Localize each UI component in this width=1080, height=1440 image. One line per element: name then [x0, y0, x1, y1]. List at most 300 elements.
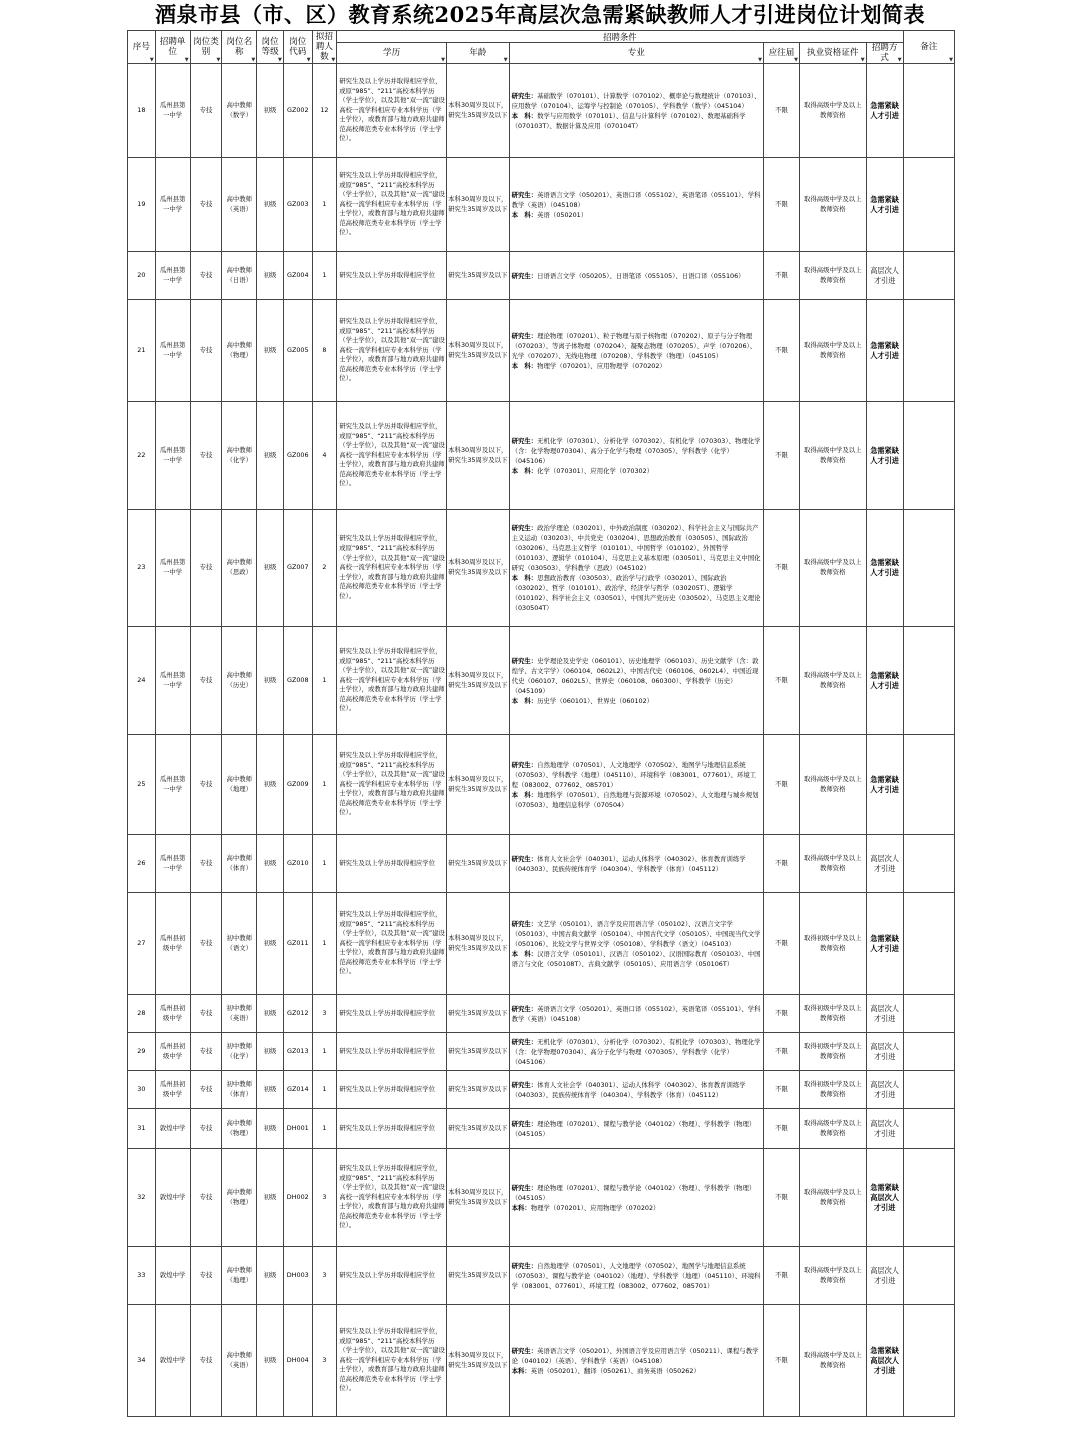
cell-unit[interactable]: 瓜州县第一中学 [155, 627, 190, 735]
cell-major[interactable] [509, 158, 763, 252]
cell-remark[interactable] [903, 735, 954, 835]
filter-dropdown-icon[interactable]: ▼ [278, 57, 282, 63]
major-degree-label: 本 科： [511, 790, 538, 799]
header-mode[interactable] [866, 43, 903, 64]
cell-age[interactable]: 本科30周岁及以下，研究生35周岁及以下 [447, 1149, 510, 1247]
header-count[interactable] [312, 31, 337, 64]
cell-name[interactable]: 高中教师（日语） [222, 252, 257, 300]
cell-major[interactable] [509, 300, 763, 402]
cell-cert[interactable]: 取得高级中学及以上教师资格 [799, 1247, 866, 1305]
cell-level[interactable]: 初级 [257, 735, 284, 835]
major-degree-label: 本 科： [511, 361, 538, 370]
cell-name[interactable]: 高中教师（思政） [222, 510, 257, 627]
cell-name[interactable]: 高中教师（地理） [222, 1247, 257, 1305]
cell-seq[interactable]: 20 [128, 252, 156, 300]
cell-mode[interactable]: 急需紧缺人才引进 [866, 893, 903, 995]
cell-fresh[interactable]: 不限 [764, 1071, 800, 1109]
cell-type[interactable]: 专技 [190, 1305, 222, 1417]
cell-cert[interactable]: 取得高级中学及以上教师资格 [799, 735, 866, 835]
cell-count[interactable]: 12 [312, 64, 337, 158]
cell-level[interactable]: 初级 [257, 1247, 284, 1305]
cell-code[interactable]: GZ010 [283, 835, 312, 893]
cell-remark[interactable] [903, 1149, 954, 1247]
cell-education[interactable]: 研究生及以上学历并取得相应学位，或原“985”、“211”高校本科学历（学士学位），以及其他“双一流”建设高校一流学科相应专业本科学历（学士学位），或教育部与地方政府共建师范高校师范类专业本科学历（学士学位）。 [337, 627, 447, 735]
cell-major[interactable] [509, 1033, 763, 1071]
cell-education[interactable]: 研究生及以上学历并取得相应学位，或原“985”、“211”高校本科学历（学士学位），以及其他“双一流”建设高校一流学科相应专业本科学历（学士学位），或教育部与地方政府共建师范高校师范类专业本科学历（学士学位）。 [337, 1149, 447, 1247]
filter-dropdown-icon[interactable]: ▼ [149, 57, 154, 63]
cell-age[interactable]: 本科30周岁及以下，研究生35周岁及以下 [447, 627, 510, 735]
cell-mode[interactable]: 高层次人才引进 [866, 1247, 903, 1305]
cell-major[interactable] [509, 1109, 763, 1149]
cell-unit[interactable]: 敦煌中学 [155, 1247, 190, 1305]
major-line: 研究生：史学理论及史学史（060101）、历史地理学（060103）、历史文献学（含：敦煌学、古文字学）（060104、0602L2）、中国古代史（060106、0602L4）、中国近现代史（060107、0602L5）、世界史（060108、060300）、学科教学（历史）（045109） [511, 656, 759, 695]
cell-age[interactable]: 研究生35周岁及以下 [447, 1071, 510, 1109]
cell-age[interactable]: 研究生35周岁及以下 [447, 1033, 510, 1071]
cell-unit[interactable]: 瓜州县初级中学 [155, 893, 190, 995]
header-level-label: 岗位等级 [261, 37, 279, 57]
cell-unit[interactable]: 瓜州县第一中学 [155, 300, 190, 402]
cell-unit[interactable]: 敦煌中学 [155, 1109, 190, 1149]
cell-major[interactable] [509, 735, 763, 835]
cell-remark[interactable] [903, 835, 954, 893]
major-line: 本 科：历史学（060101）、世界史（060102） [511, 696, 654, 705]
filter-dropdown-icon[interactable]: ▼ [758, 57, 763, 63]
cell-type[interactable]: 专技 [190, 1071, 222, 1109]
cell-mode[interactable]: 急需紧缺人才引进 [866, 510, 903, 627]
cell-type[interactable]: 专技 [190, 300, 222, 402]
cell-count[interactable]: 8 [312, 300, 337, 402]
filter-dropdown-icon[interactable]: ▼ [216, 57, 221, 63]
cell-count[interactable]: 1 [312, 735, 337, 835]
cell-unit[interactable]: 瓜州县初级中学 [155, 1071, 190, 1109]
table-row [128, 300, 955, 402]
cell-level[interactable]: 初级 [257, 300, 284, 402]
cell-cert[interactable]: 取得高级中学及以上教师资格 [799, 510, 866, 627]
cell-cert[interactable]: 取得高级中学及以上教师资格 [799, 627, 866, 735]
table-row [128, 1071, 955, 1109]
cell-major[interactable] [509, 1149, 763, 1247]
cell-code[interactable]: GZ005 [283, 300, 312, 402]
cell-count[interactable]: 1 [312, 893, 337, 995]
major-degree-label: 研究生： [511, 1261, 538, 1270]
cell-age[interactable]: 研究生35周岁及以下 [447, 1109, 510, 1149]
header-major[interactable] [509, 43, 763, 64]
cell-count[interactable]: 2 [312, 510, 337, 627]
cell-major[interactable] [509, 402, 763, 510]
cell-age[interactable]: 研究生35周岁及以下 [447, 1247, 510, 1305]
cell-name[interactable]: 初中教师（英语） [222, 995, 257, 1033]
cell-education[interactable]: 研究生及以上学历并取得相应学位，或原“985”、“211”高校本科学历（学士学位），以及其他“双一流”建设高校一流学科相应专业本科学历（学士学位），或教育部与地方政府共建师范高校师范类专业本科学历（学士学位）。 [337, 735, 447, 835]
cell-seq[interactable]: 23 [128, 510, 156, 627]
filter-dropdown-icon[interactable]: ▼ [184, 57, 189, 63]
header-unit-label: 招聘单位 [159, 37, 186, 57]
cell-count[interactable]: 1 [312, 1033, 337, 1071]
filter-dropdown-icon[interactable]: ▼ [441, 57, 446, 63]
cell-fresh[interactable]: 不限 [764, 64, 800, 158]
major-degree-label: 研究生： [511, 91, 538, 100]
cell-name[interactable]: 高中教师（物理） [222, 1149, 257, 1247]
filter-dropdown-icon[interactable]: ▼ [503, 57, 508, 63]
header-unit[interactable] [155, 31, 190, 64]
cell-level[interactable]: 初级 [257, 1109, 284, 1149]
cell-code[interactable]: GZ013 [283, 1033, 312, 1071]
cell-remark[interactable] [903, 1071, 954, 1109]
major-degree-label: 研究生： [511, 331, 538, 340]
cell-seq[interactable]: 18 [128, 64, 156, 158]
cell-name[interactable]: 高中教师（物理） [222, 1109, 257, 1149]
cell-major[interactable] [509, 252, 763, 300]
cell-education[interactable]: 研究生及以上学历并取得相应学位 [337, 1071, 447, 1109]
cell-seq[interactable]: 24 [128, 627, 156, 735]
cell-unit[interactable]: 瓜州县第一中学 [155, 835, 190, 893]
cell-type[interactable]: 专技 [190, 893, 222, 995]
cell-code[interactable]: DH003 [283, 1247, 312, 1305]
cell-count[interactable]: 3 [312, 1305, 337, 1417]
cell-count[interactable]: 3 [312, 1247, 337, 1305]
cell-unit[interactable]: 瓜州县第一中学 [155, 402, 190, 510]
cell-code[interactable]: GZ009 [283, 735, 312, 835]
cell-level[interactable]: 初级 [257, 158, 284, 252]
cell-cert[interactable]: 取得初级中学及以上教师资格 [799, 1071, 866, 1109]
cell-count[interactable]: 1 [312, 1071, 337, 1109]
cell-cert[interactable]: 取得初级中学及以上教师资格 [799, 1033, 866, 1071]
cell-code[interactable]: GZ011 [283, 893, 312, 995]
cell-seq[interactable]: 31 [128, 1109, 156, 1149]
cell-fresh[interactable]: 不限 [764, 1247, 800, 1305]
header-count-label: 拟招聘人数 [315, 32, 334, 62]
header-education[interactable] [337, 43, 447, 64]
cell-fresh[interactable]: 不限 [764, 995, 800, 1033]
cell-code[interactable]: GZ007 [283, 510, 312, 627]
cell-remark[interactable] [903, 158, 954, 252]
cell-cert[interactable]: 取得高级中学及以上教师资格 [799, 835, 866, 893]
cell-age[interactable]: 本科30周岁及以下，研究生35周岁及以下 [447, 158, 510, 252]
cell-cert[interactable]: 取得高级中学及以上教师资格 [799, 64, 866, 158]
cell-name[interactable]: 高中教师（化学） [222, 402, 257, 510]
cell-level[interactable]: 初级 [257, 627, 284, 735]
cell-fresh[interactable]: 不限 [764, 252, 800, 300]
cell-code[interactable]: GZ003 [283, 158, 312, 252]
cell-education[interactable]: 研究生及以上学历并取得相应学位，或原“985”、“211”高校本科学历（学士学位），以及其他“双一流”建设高校一流学科相应专业本科学历（学士学位），或教育部与地方政府共建师范高校师范类专业本科学历（学士学位）。 [337, 1305, 447, 1417]
cell-fresh[interactable]: 不限 [764, 1109, 800, 1149]
cell-age[interactable]: 本科30周岁及以下，研究生35周岁及以下 [447, 510, 510, 627]
cell-remark[interactable] [903, 893, 954, 995]
cell-remark[interactable] [903, 300, 954, 402]
cell-fresh[interactable]: 不限 [764, 1149, 800, 1247]
cell-major[interactable] [509, 1305, 763, 1417]
cell-fresh[interactable]: 不限 [764, 1305, 800, 1417]
cell-cert[interactable]: 取得初级中学及以上教师资格 [799, 893, 866, 995]
cell-name[interactable]: 高中教师（数学） [222, 64, 257, 158]
cell-education[interactable]: 研究生及以上学历并取得相应学位，或原“985”、“211”高校本科学历（学士学位），以及其他“双一流”建设高校一流学科相应专业本科学历（学士学位），或教育部与地方政府共建师范高校师范类专业本科学历（学士学位）。 [337, 893, 447, 995]
cell-education[interactable]: 研究生及以上学历并取得相应学位 [337, 835, 447, 893]
cell-cert[interactable]: 取得初级中学及以上教师资格 [799, 995, 866, 1033]
cell-mode[interactable]: 急需紧缺人才引进 [866, 627, 903, 735]
cell-unit[interactable]: 瓜州县第一中学 [155, 510, 190, 627]
filter-dropdown-icon[interactable]: ▼ [794, 57, 798, 63]
major-degree-label: 本科： [511, 1366, 531, 1375]
cell-fresh[interactable]: 不限 [764, 300, 800, 402]
cell-fresh[interactable]: 不限 [764, 1033, 800, 1071]
header-education-label: 学历 [383, 48, 401, 58]
cell-mode[interactable]: 高层次人才引进 [866, 1071, 903, 1109]
cell-count[interactable]: 3 [312, 1149, 337, 1247]
cell-code[interactable]: DH001 [283, 1109, 312, 1149]
header-seq[interactable] [128, 31, 156, 64]
cell-education[interactable]: 研究生及以上学历并取得相应学位，或原“985”、“211”高校本科学历（学士学位），以及其他“双一流”建设高校一流学科相应专业本科学历（学士学位），或教育部与地方政府共建师范高校师范类专业本科学历（学士学位）。 [337, 300, 447, 402]
major-line: 本 科：汉语言文学（050101）、汉语言（050102）、汉语国际教育（050103）、中国语言与文化（050108T）、古典文献学（050105）、应用语言学（050106T） [511, 949, 761, 968]
cell-cert[interactable]: 取得高级中学及以上教师资格 [799, 1109, 866, 1149]
cell-type[interactable]: 专技 [190, 1033, 222, 1071]
cell-mode[interactable]: 高层次人才引进 [866, 1109, 903, 1149]
cell-major[interactable] [509, 1247, 763, 1305]
cell-education[interactable]: 研究生及以上学历并取得相应学位 [337, 1033, 447, 1071]
cell-seq[interactable]: 30 [128, 1071, 156, 1109]
cell-name[interactable]: 高中教师（物理） [222, 300, 257, 402]
cell-seq[interactable]: 28 [128, 995, 156, 1033]
cell-remark[interactable] [903, 1109, 954, 1149]
cell-mode[interactable]: 急需紧缺人才引进 [866, 735, 903, 835]
cell-code[interactable]: DH004 [283, 1305, 312, 1417]
cell-age[interactable]: 研究生35周岁及以下 [447, 252, 510, 300]
cell-code[interactable]: GZ012 [283, 995, 312, 1033]
cell-type[interactable]: 专技 [190, 510, 222, 627]
cell-level[interactable]: 初级 [257, 64, 284, 158]
cell-remark[interactable] [903, 402, 954, 510]
cell-unit[interactable]: 瓜州县初级中学 [155, 995, 190, 1033]
major-line: 本 科：思想政治教育（030503）、政治学与行政学（030201）、国际政治（030202）、哲学（010101）、政治学、经济学与哲学（030205T）、逻辑学（010102）、科学社会主义（030501）、中国共产党历史（030502）、马克思主义理论（030504T） [511, 574, 761, 612]
cell-seq[interactable]: 32 [128, 1149, 156, 1247]
cell-level[interactable]: 初级 [257, 402, 284, 510]
major-line: 研究生：无机化学（070301）、分析化学（070302）、有机化学（070303）、物理化学（含：化学物理070304）、高分子化学与物理（070305）、学科教学（化学）（045106） [511, 436, 761, 465]
major-line: 本 科：物理学（070201）、应用物理学（070202） [511, 361, 666, 370]
cell-mode[interactable]: 急需紧缺高层次人才引进 [866, 1149, 903, 1247]
cell-unit[interactable]: 瓜州县初级中学 [155, 1033, 190, 1071]
cell-unit[interactable]: 瓜州县第一中学 [155, 252, 190, 300]
header-post-name[interactable] [222, 31, 257, 64]
cell-unit[interactable]: 瓜州县第一中学 [155, 158, 190, 252]
cell-type[interactable]: 专技 [190, 402, 222, 510]
cell-name[interactable]: 初中教师（语文） [222, 893, 257, 995]
cell-fresh[interactable]: 不限 [764, 510, 800, 627]
cell-count[interactable]: 4 [312, 402, 337, 510]
major-line: 研究生：自然地理学（070501）、人文地理学（070502）、地图学与地理信息系统（070503）、课程与教学论（040102）（地理）、学科教学（地理）（045110）、环境科学（083001、077601）、环境工程（083002、077602、085701） [511, 1261, 761, 1290]
major-line: 研究生：政治学理论（030201）、中外政治制度（030202）、科学社会主义与国际共产主义运动（030203）、中共党史（030204）、思想政治教育（030505）、国际政治（030206）、马克思主义哲学（010101）、中国哲学（010102）、外国哲学（010103）、逻辑学（010104）、马克思主义基本原理（030501）、马克思主义中国化研究（030503）、学科教学（思政）（045102） [511, 524, 761, 572]
cell-name[interactable]: 高中教师（体育） [222, 835, 257, 893]
header-code[interactable] [283, 31, 312, 64]
major-degree-label: 本 科： [511, 111, 538, 120]
cell-code[interactable]: GZ002 [283, 64, 312, 158]
cell-count[interactable]: 1 [312, 835, 337, 893]
cell-level[interactable]: 初级 [257, 510, 284, 627]
cell-seq[interactable]: 27 [128, 893, 156, 995]
cell-fresh[interactable]: 不限 [764, 835, 800, 893]
cell-level[interactable]: 初级 [257, 835, 284, 893]
cell-name[interactable]: 高中教师（英语） [222, 1305, 257, 1417]
cell-seq[interactable]: 26 [128, 835, 156, 893]
cell-seq[interactable]: 19 [128, 158, 156, 252]
cell-name[interactable]: 高中教师（英语） [222, 158, 257, 252]
cell-age[interactable]: 本科30周岁及以下，研究生35周岁及以下 [447, 1305, 510, 1417]
cell-level[interactable]: 初级 [257, 1149, 284, 1247]
filter-dropdown-icon[interactable]: ▼ [897, 57, 902, 63]
cell-type[interactable]: 专技 [190, 1149, 222, 1247]
cell-education[interactable]: 研究生及以上学历并取得相应学位，或原“985”、“211”高校本科学历（学士学位），以及其他“双一流”建设高校一流学科相应专业本科学历（学士学位），或教育部与地方政府共建师范高校师范类专业本科学历（学士学位）。 [337, 402, 447, 510]
cell-mode[interactable]: 急需紧缺人才引进 [866, 158, 903, 252]
filter-dropdown-icon[interactable]: ▼ [331, 57, 336, 63]
filter-dropdown-icon[interactable]: ▼ [306, 57, 311, 63]
cell-remark[interactable] [903, 995, 954, 1033]
cell-level[interactable]: 初级 [257, 252, 284, 300]
major-line: 研究生：无机化学（070301）、分析化学（070302）、有机化学（070303）、物理化学（含：化学物理070304）、高分子化学与物理（070305）、学科教学（化学）（045106） [511, 1037, 761, 1066]
cell-remark[interactable] [903, 1305, 954, 1417]
cell-mode[interactable]: 高层次人才引进 [866, 1033, 903, 1071]
filter-dropdown-icon[interactable]: ▼ [251, 57, 256, 63]
cell-major[interactable] [509, 627, 763, 735]
cell-education[interactable]: 研究生及以上学历并取得相应学位，或原“985”、“211”高校本科学历（学士学位），以及其他“双一流”建设高校一流学科相应专业本科学历（学士学位），或教育部与地方政府共建师范高校师范类专业本科学历（学士学位）。 [337, 510, 447, 627]
cell-age[interactable]: 研究生35周岁及以下 [447, 835, 510, 893]
cell-major[interactable] [509, 893, 763, 995]
cell-level[interactable]: 初级 [257, 893, 284, 995]
cell-age[interactable]: 本科30周岁及以下，研究生35周岁及以下 [447, 893, 510, 995]
cell-level[interactable]: 初级 [257, 995, 284, 1033]
cell-mode[interactable]: 急需紧缺高层次人才引进 [866, 1305, 903, 1417]
cell-seq[interactable]: 34 [128, 1305, 156, 1417]
cell-fresh[interactable]: 不限 [764, 402, 800, 510]
cell-level[interactable]: 初级 [257, 1033, 284, 1071]
major-degree-label: 研究生： [511, 436, 538, 445]
cell-code[interactable]: GZ006 [283, 402, 312, 510]
cell-education[interactable]: 研究生及以上学历并取得相应学位 [337, 1247, 447, 1305]
cell-code[interactable]: DH002 [283, 1149, 312, 1247]
cell-count[interactable]: 1 [312, 252, 337, 300]
cell-fresh[interactable]: 不限 [764, 627, 800, 735]
header-fresh[interactable] [764, 43, 800, 64]
cell-count[interactable]: 1 [312, 627, 337, 735]
cell-unit[interactable]: 瓜州县第一中学 [155, 64, 190, 158]
cell-code[interactable]: GZ008 [283, 627, 312, 735]
cell-cert[interactable]: 取得高级中学及以上教师资格 [799, 300, 866, 402]
table-row [128, 1149, 955, 1247]
cell-mode[interactable]: 急需紧缺人才引进 [866, 64, 903, 158]
cell-fresh[interactable]: 不限 [764, 158, 800, 252]
cell-education[interactable]: 研究生及以上学历并取得相应学位，或原“985”、“211”高校本科学历（学士学位），以及其他“双一流”建设高校一流学科相应专业本科学历（学士学位），或教育部与地方政府共建师范高校师范类专业本科学历（学士学位）。 [337, 158, 447, 252]
cell-mode[interactable]: 高层次人才引进 [866, 995, 903, 1033]
cell-seq[interactable]: 22 [128, 402, 156, 510]
cell-age[interactable]: 研究生35周岁及以下 [447, 995, 510, 1033]
header-cert[interactable] [799, 43, 866, 64]
cell-level[interactable]: 初级 [257, 1071, 284, 1109]
cell-type[interactable]: 专技 [190, 64, 222, 158]
header-age[interactable] [447, 43, 510, 64]
cell-mode[interactable]: 急需紧缺人才引进 [866, 300, 903, 402]
cell-fresh[interactable]: 不限 [764, 893, 800, 995]
header-age-label: 年龄 [469, 48, 487, 58]
cell-seq[interactable]: 29 [128, 1033, 156, 1071]
cell-education[interactable]: 研究生及以上学历并取得相应学位 [337, 1109, 447, 1149]
filter-dropdown-icon[interactable]: ▼ [860, 57, 865, 63]
cell-remark[interactable] [903, 64, 954, 158]
cell-cert[interactable]: 取得高级中学及以上教师资格 [799, 1149, 866, 1247]
cell-mode[interactable]: 高层次人才引进 [866, 835, 903, 893]
cell-remark[interactable] [903, 1033, 954, 1071]
cell-count[interactable]: 1 [312, 1109, 337, 1149]
cell-code[interactable]: GZ004 [283, 252, 312, 300]
cell-unit[interactable]: 敦煌中学 [155, 1305, 190, 1417]
cell-major[interactable] [509, 995, 763, 1033]
cell-mode[interactable]: 高层次人才引进 [866, 252, 903, 300]
cell-cert[interactable]: 取得高级中学及以上教师资格 [799, 252, 866, 300]
cell-name[interactable]: 初中教师（体育） [222, 1071, 257, 1109]
cell-type[interactable]: 专技 [190, 735, 222, 835]
cell-education[interactable]: 研究生及以上学历并取得相应学位，或原“985”、“211”高校本科学历（学士学位），以及其他“双一流”建设高校一流学科相应专业本科学历（学士学位），或教育部与地方政府共建师范高校师范类专业本科学历（学士学位）。 [337, 64, 447, 158]
cell-level[interactable]: 初级 [257, 1305, 284, 1417]
cell-fresh[interactable]: 不限 [764, 735, 800, 835]
cell-unit[interactable]: 敦煌中学 [155, 1149, 190, 1247]
cell-cert[interactable]: 取得高级中学及以上教师资格 [799, 402, 866, 510]
cell-education[interactable]: 研究生及以上学历并取得相应学位 [337, 252, 447, 300]
cell-name[interactable]: 高中教师（地理） [222, 735, 257, 835]
cell-code[interactable]: GZ014 [283, 1071, 312, 1109]
cell-remark[interactable] [903, 252, 954, 300]
cell-mode[interactable]: 急需紧缺人才引进 [866, 402, 903, 510]
header-post-type[interactable] [190, 31, 222, 64]
cell-seq[interactable]: 21 [128, 300, 156, 402]
major-line: 研究生：文艺学（050101）、语言学及应用语言学（050102）、汉语言文字学（050103）、中国古典文献学（050104）、中国古代文学（050105）、中国现当代文学（050106）、比较文学与世界文学（050108）、学科教学（语文）（045103） [511, 919, 761, 948]
cell-type[interactable]: 专技 [190, 252, 222, 300]
recruitment-table [127, 30, 955, 1417]
major-degree-label: 研究生： [511, 190, 538, 199]
cell-cert[interactable]: 取得高级中学及以上教师资格 [799, 1305, 866, 1417]
cell-unit[interactable]: 瓜州县第一中学 [155, 735, 190, 835]
header-remark[interactable] [903, 31, 954, 64]
header-seq-label: 序号 [132, 42, 150, 52]
cell-type[interactable]: 专技 [190, 158, 222, 252]
cell-remark[interactable] [903, 510, 954, 627]
cell-remark[interactable] [903, 627, 954, 735]
cell-seq[interactable]: 33 [128, 1247, 156, 1305]
cell-remark[interactable] [903, 1247, 954, 1305]
header-level[interactable] [257, 31, 284, 64]
filter-dropdown-icon[interactable]: ▼ [949, 57, 953, 63]
cell-age[interactable]: 本科30周岁及以下，研究生35周岁及以下 [447, 402, 510, 510]
cell-education[interactable]: 研究生及以上学历并取得相应学位 [337, 995, 447, 1033]
page-title: 酒泉市县（市、区）教育系统2025年高层次急需紧缺教师人才引进岗位计划简表 [155, 2, 925, 27]
header-major-label: 专业 [627, 48, 645, 58]
cell-type[interactable]: 专技 [190, 1109, 222, 1149]
header-post-type-label: 岗位类别 [193, 37, 219, 57]
cell-type[interactable]: 专技 [190, 835, 222, 893]
cell-major[interactable] [509, 510, 763, 627]
cell-type[interactable]: 专技 [190, 995, 222, 1033]
cell-name[interactable]: 初中教师（化学） [222, 1033, 257, 1071]
major-degree-label: 研究生： [511, 1119, 538, 1128]
cell-age[interactable]: 本科30周岁及以下，研究生35周岁及以下 [447, 300, 510, 402]
cell-type[interactable]: 专技 [190, 1247, 222, 1305]
cell-count[interactable]: 1 [312, 158, 337, 252]
cell-type[interactable]: 专技 [190, 627, 222, 735]
cell-name[interactable]: 高中教师（历史） [222, 627, 257, 735]
cell-major[interactable] [509, 835, 763, 893]
cell-age[interactable]: 本科30周岁及以下，研究生35周岁及以下 [447, 735, 510, 835]
cell-major[interactable] [509, 64, 763, 158]
cell-cert[interactable]: 取得高级中学及以上教师资格 [799, 158, 866, 252]
cell-seq[interactable]: 25 [128, 735, 156, 835]
cell-major[interactable] [509, 1071, 763, 1109]
cell-age[interactable]: 本科30周岁及以下，研究生35周岁及以下 [447, 64, 510, 158]
cell-count[interactable]: 3 [312, 995, 337, 1033]
table-row [128, 158, 955, 252]
